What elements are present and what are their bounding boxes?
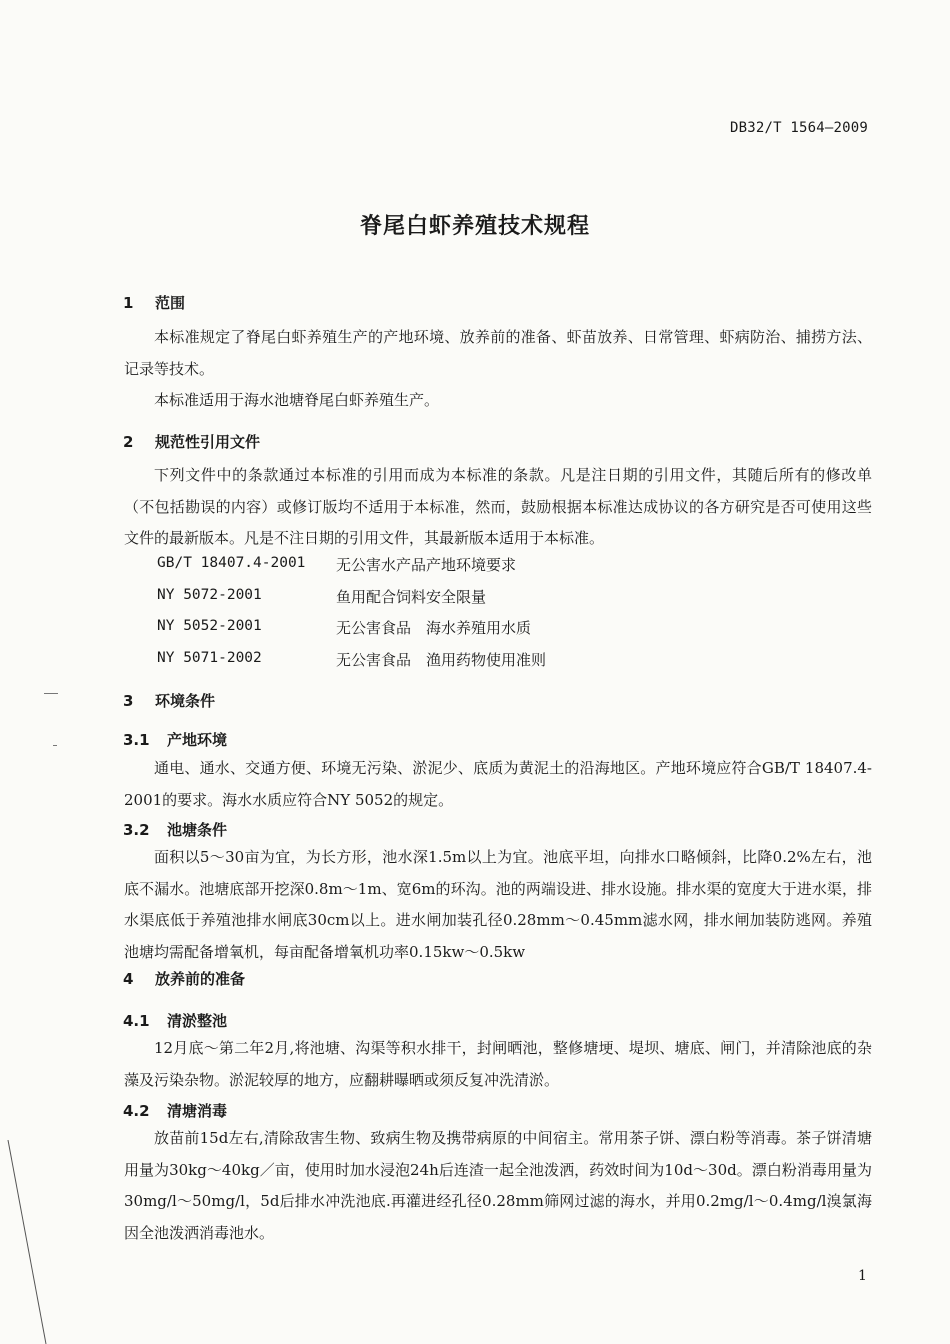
section-number: 2: [123, 433, 134, 451]
section-number: 3: [123, 692, 134, 710]
section-title: 清淤整池: [167, 1012, 228, 1030]
section-title: 产地环境: [167, 731, 228, 749]
scan-edge-line: [0, 1140, 60, 1344]
section-number: 3.2: [123, 821, 150, 839]
section-3-2-heading: [123, 819, 227, 840]
standard-number: DB32/T 1564—2009: [730, 120, 869, 136]
section-number: 3.1: [123, 731, 150, 749]
scan-mark: [53, 745, 57, 746]
section-2-heading: [123, 431, 260, 452]
section-title: 环境条件: [155, 692, 216, 710]
section-4-heading: [123, 968, 245, 989]
section-2-body: [124, 460, 872, 555]
paragraph: 本标准规定了脊尾白虾养殖生产的产地环境、放养前的准备、虾苗放养、日常管理、虾病防治、捕捞方法、记录等技术。: [124, 328, 872, 378]
page-number: 1: [858, 1268, 867, 1284]
section-title: 池塘条件: [167, 821, 228, 839]
reference-code: GB/T 18407.4-2001: [157, 555, 306, 571]
section-3-1-body: [124, 753, 872, 816]
section-number: 1: [123, 294, 134, 312]
section-number: 4: [123, 970, 134, 988]
section-title: 放养前的准备: [155, 970, 246, 988]
section-title: 范围: [155, 294, 186, 312]
section-3-1-heading: [123, 729, 227, 750]
reference-name: 无公害食品 渔用药物使用准则: [336, 651, 547, 669]
section-1-body: [124, 322, 872, 417]
section-4-2-body: [124, 1123, 872, 1249]
paragraph: 通电、通水、交通方便、环境无污染、淤泥少、底质为黄泥土的沿海地区。产地环境应符合GB/T 18407.4-2001的要求。海水水质应符合NY 5052的规定。: [124, 759, 872, 809]
section-number: 4.2: [123, 1102, 150, 1120]
paragraph: 12月底～第二年2月,将池塘、沟渠等积水排干，封闸晒池，整修塘埂、堤坝、塘底、闸门，并清除池底的杂藻及污染杂物。淤泥较厚的地方，应翻耕曝晒或须反复冲洗清淤。: [124, 1039, 872, 1089]
section-4-1-body: [124, 1033, 872, 1096]
scan-mark: [44, 693, 58, 694]
section-title: 规范性引用文件: [155, 433, 261, 451]
paragraph: 面积以5～30亩为宜，为长方形，池水深1.5m以上为宜。池底平坦，向排水口略倾斜，比降0.2%左右，池底不漏水。池塘底部开挖深0.8m～1m、宽6m的环沟。池的两端设进、排水设施。排水渠的宽度大于进水渠，排水渠底低于养殖池排水闸底30cm以上。进水闸加装孔径0.28mm～0.45mm滤水网，排水闸加装防逃网。养殖池塘均需配备增氧机，每亩配备增氧机功率0.15kw～0.5kw: [124, 848, 872, 961]
reference-code: NY 5052-2001: [157, 618, 262, 634]
paragraph: 下列文件中的条款通过本标准的引用而成为本标准的条款。凡是注日期的引用文件，其随后所有的修改单（不包括勘误的内容）或修订版均不适用于本标准，然而，鼓励根据本标准达成协议的各方研究是否可使用这些文件的最新版本。凡是不注日期的引用文件，其最新版本适用于本标准。: [124, 466, 872, 547]
paragraph: 本标准适用于海水池塘脊尾白虾养殖生产。: [154, 391, 440, 409]
section-number: 4.1: [123, 1012, 150, 1030]
section-3-heading: [123, 690, 215, 711]
reference-code: NY 5072-2001: [157, 587, 262, 603]
paragraph: 放苗前15d左右,清除敌害生物、致病生物及携带病原的中间宿主。常用茶子饼、漂白粉等消毒。茶子饼清塘用量为30kg～40kg／亩，使用时加水浸泡24h后连渣一起全池泼洒，药效时间为10d～30d。漂白粉消毒用量为30mg/l～50mg/l，5d后排水冲洗池底.再灌进经孔径0.28mm筛网过滤的海水，并用0.2mg/l～0.4mg/l溴氯海因全池泼洒消毒池水。: [124, 1129, 872, 1242]
section-3-2-body: [124, 842, 872, 968]
section-4-1-heading: [123, 1010, 227, 1031]
section-1-heading: [123, 292, 185, 313]
reference-code: NY 5071-2002: [157, 650, 262, 666]
reference-name: 鱼用配合饲料安全限量: [336, 588, 487, 606]
section-4-2-heading: [123, 1100, 227, 1121]
document-title: 脊尾白虾养殖技术规程: [359, 214, 590, 239]
reference-name: 无公害水产品产地环境要求: [336, 556, 517, 574]
reference-name: 无公害食品 海水养殖用水质: [336, 619, 532, 637]
section-title: 清塘消毒: [167, 1102, 228, 1120]
